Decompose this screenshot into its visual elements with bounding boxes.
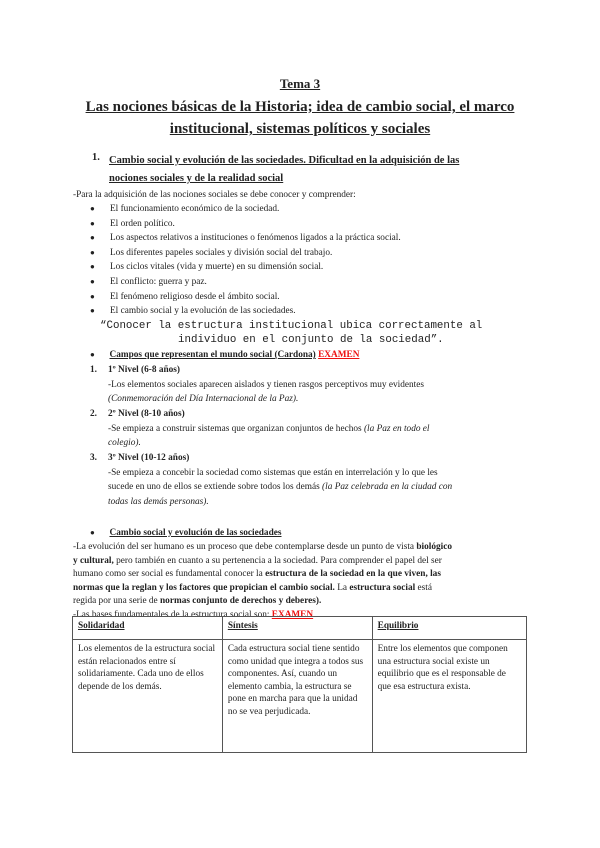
level-3-text: -Se empieza a concebir la sociedad como sistemas que están en interrelación y lo que les — [108, 467, 438, 478]
list-item: ● Los aspectos relativos a instituciones o fenómenos ligados a la práctica social. — [90, 231, 530, 246]
bullet-dot-icon: ● — [90, 528, 95, 537]
table-header-cell: Solidaridad — [73, 617, 223, 640]
document-subtitle — [0, 96, 600, 140]
intro-paragraph: -Para la adquisición de las nociones sociales se debe conocer y comprender: — [73, 190, 356, 200]
quote-line-2: individuo en el conjunto de la sociedad”. — [178, 334, 444, 346]
section-2-paragraph: -La evolución del ser humano es un proceso que debe contemplarse desde un punto de vista biológico y cultural, pero también en cuanto a su pertenencia a la sociedad. Para comprender el papel del ser humano como ser social es fundamental conocer la estructura de la sociedad en la que viven, las normas que la reglan y los factores que propician el cambio social. La estructura social está regida por una serie de normas conjunto de derechos y deberes). -Las bases fundamentales de la estructura social son: EXAMEN — [73, 542, 453, 620]
level-3-example: todas las demás personas). — [108, 496, 209, 507]
bullet-dot-icon: ● — [90, 306, 95, 316]
section-1-title-line-2: nociones sociales y de la realidad social — [109, 173, 284, 184]
table-cell: Cada estructura social tiene sentido como unidad que integra a todos sus componentes. Así, cuando un elemento cambia, la estructura se pone en marcha para que la unidad no se vea perjudicada. — [222, 640, 372, 753]
level-2-heading: 2º Nivel (8-10 años) — [108, 409, 185, 419]
section-2-heading — [90, 526, 282, 541]
section-1-title — [109, 152, 529, 188]
level-2-number: 2. — [90, 409, 97, 419]
table-row — [73, 640, 527, 753]
bullet-dot-icon: ● — [90, 262, 95, 272]
section-1-heading — [92, 152, 532, 192]
section-1-number: 1. — [92, 152, 100, 163]
table-header-cell: Síntesis — [222, 617, 372, 640]
exam-tag: EXAMEN — [271, 609, 314, 620]
level-2-text: -Se empieza a construir sistemas que organizan conjuntos de hechos (la Paz en todo el — [108, 423, 430, 434]
list-item: ● Los ciclos vitales (vida y muerte) en su dimensión social. — [90, 260, 530, 275]
list-item: ● Los diferentes papeles sociales y división social del trabajo. — [90, 246, 530, 261]
list-item: ● El funcionamiento económico de la sociedad. — [90, 202, 530, 217]
structure-table — [72, 616, 527, 753]
campos-heading — [90, 348, 359, 363]
quote-line-1: “Conocer la estructura institucional ubica correctamente al — [100, 320, 483, 332]
list-item: ● El conflicto: guerra y paz. — [90, 275, 530, 290]
list-item: ● El cambio social y la evolución de las sociedades. — [90, 304, 530, 319]
subtitle-line-2: institucional, sistemas políticos y sociales — [169, 121, 431, 137]
section-1-title-line-1: Cambio social y evolución de las sociedades. Dificultad en la adquisición de las — [109, 155, 460, 166]
table-cell: Los elementos de la estructura social están relacionados entre sí solidariamente. Cada uno de ellos depende de los demás. — [73, 640, 223, 753]
bullet-dot-icon: ● — [90, 204, 95, 213]
level-1-number: 1. — [90, 365, 97, 375]
list-item: ● El orden político. — [90, 217, 530, 232]
exam-tag: EXAMEN — [318, 350, 360, 360]
bullet-dot-icon: ● — [90, 218, 95, 228]
bullet-dot-icon: ● — [90, 291, 95, 301]
section-2-title: Cambio social y evolución de las sociedades — [109, 528, 282, 538]
subtitle-line-1: Las nociones básicas de la Historia; idea de cambio social, el marco — [85, 99, 515, 115]
bullet-dot-icon: ● — [90, 276, 95, 286]
levels-list — [90, 363, 530, 508]
level-1-example: (Conmemoración del Día Internacional de la Paz). — [108, 394, 299, 404]
document-title: Tema 3 — [279, 76, 321, 91]
level-1-text: -Los elementos sociales aparecen aislados y tienen rasgos perceptivos muy evidentes — [108, 379, 424, 390]
bullet-dot-icon: ● — [90, 233, 95, 243]
table-cell: Entre los elementos que componen una estructura social existe un equilibrio que es el responsable de que esa estructura exista. — [372, 640, 526, 753]
level-1-heading: 1º Nivel (6-8 años) — [108, 365, 181, 375]
bullet-dot-icon: ● — [90, 350, 95, 359]
table-header-row — [73, 617, 527, 640]
bullet-list — [90, 202, 530, 319]
campos-label: Campos que representan el mundo social (Cardona) — [109, 350, 316, 360]
table-header-cell: Equilibrio — [372, 617, 526, 640]
bullet-dot-icon: ● — [90, 247, 95, 257]
level-3-number: 3. — [90, 453, 97, 463]
level-3-heading: 3º Nivel (10-12 años) — [108, 453, 190, 463]
level-2-example: colegio). — [108, 438, 141, 448]
level-3-text-2: sucede en uno de ellos se extiende sobre todos los demás (la Paz celebrada en la ciudad con — [108, 482, 453, 492]
list-item: ● El fenómeno religioso desde el ámbito social. — [90, 290, 530, 305]
